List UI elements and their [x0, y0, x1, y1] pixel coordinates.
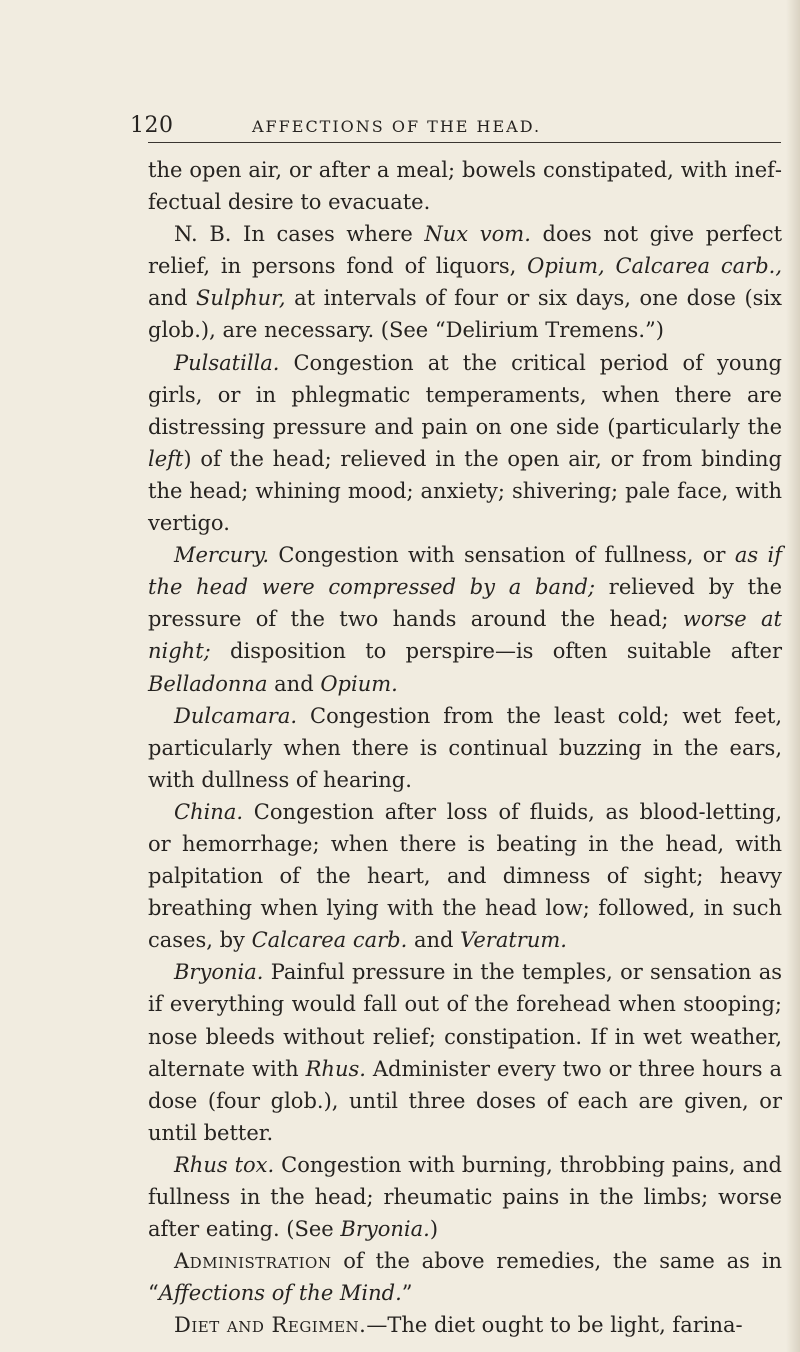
- text-run: ”: [401, 1281, 413, 1306]
- text-run: and: [148, 286, 197, 311]
- text-run: at intervals of four or six days, one dose (six glob.), are necessary. (See “Delirium Tremens.”): [148, 286, 782, 343]
- section-lead: Administration: [174, 1249, 332, 1274]
- paragraph-continuation: [148, 154, 782, 218]
- text-run: Congestion after loss of fluids, as blood-letting, or hemorrhage; when there is beating in the head, with palpitation of the heart, and dimness of sight; heavy breathing when lying with the head low; followed, in such cases, by: [148, 799, 782, 953]
- page-number: 120: [130, 113, 174, 138]
- remedy-name: Belladonna: [148, 671, 268, 696]
- text-run: —The diet ought to be light, farina-: [366, 1313, 743, 1338]
- header-rule: [148, 142, 781, 143]
- text-run: does not give perfect relief, in persons fond of liquors,: [148, 222, 783, 279]
- paragraph-nota-bene: [148, 218, 782, 346]
- paragraph-administration: [148, 1245, 782, 1309]
- remedy-name: Sulphur,: [196, 286, 286, 311]
- remedy-heading: Bryonia.: [174, 960, 264, 985]
- text-run: ) of the head; relieved in the open air, or from binding the head; whining mood; anxiety; shivering; pale face, with vertigo.: [148, 446, 782, 536]
- remedy-name: Veratrum.: [460, 928, 567, 953]
- remedy-heading: Rhus tox.: [174, 1152, 275, 1177]
- cross-reference: Affections of the Mind.: [158, 1281, 402, 1306]
- running-head: AFFECTIONS OF THE HEAD.: [252, 117, 542, 136]
- text-run: N. B. In cases where: [174, 222, 425, 247]
- body-text: [148, 154, 782, 1341]
- emphasis: left: [148, 446, 184, 471]
- text-run: of the above remedies, the same as in “: [148, 1249, 782, 1306]
- paragraph-dulcamara: [148, 700, 782, 796]
- text-run: and: [407, 928, 461, 953]
- text-run: the open air, or after a meal; bowels constipated, with ineffectual desire to evacuate.: [148, 158, 782, 215]
- remedy-heading: Pulsatilla.: [174, 350, 280, 375]
- emphasis: worse at night;: [148, 607, 782, 664]
- text-run: Congestion at the critical period of young girls, or in phlegmatic temperaments, when there are distressing pressure and pain on one side (particularly the: [148, 350, 782, 439]
- emphasis: as if the head were compressed by a band;: [148, 543, 782, 600]
- remedy-heading: Mercury.: [174, 543, 270, 568]
- text-run: Congestion with sensation of fullness, or: [269, 543, 735, 568]
- text-run: Administer every two or three hours a dose (four glob.), until three doses of each are given, or until better.: [148, 1056, 782, 1145]
- remedy-heading: Dulcamara.: [174, 703, 298, 728]
- remedy-name: Bryonia.: [340, 1217, 430, 1242]
- remedy-name: Opium, Calcarea carb.,: [527, 254, 782, 279]
- paragraph-china: [148, 796, 782, 956]
- paragraph-pulsatilla: [148, 347, 782, 540]
- remedy-heading: China.: [174, 799, 244, 824]
- paragraph-rhus-tox: [148, 1149, 782, 1245]
- text-run: relieved by the pressure of the two hands around the head;: [148, 575, 782, 632]
- text-run: disposition to perspire—is often suitable after: [210, 639, 782, 664]
- paragraph-bryonia: [148, 956, 782, 1149]
- remedy-name: Calcarea carb.: [251, 928, 408, 953]
- paragraph-diet: [148, 1309, 782, 1341]
- section-lead: Diet and Regimen.: [174, 1313, 367, 1338]
- text-run: Congestion from the least cold; wet feet, particularly when there is continual buzzing in the ears, with dullness of hearing.: [148, 703, 782, 792]
- remedy-name: Opium.: [320, 671, 398, 696]
- remedy-name: Nux vom.: [424, 222, 531, 247]
- text-run: ): [429, 1217, 439, 1242]
- text-run: Congestion with burning, throbbing pains, and fullness in the head; rheumatic pains in the limbs; worse after eating. (See: [148, 1152, 782, 1242]
- page-edge-shadow: [786, 0, 800, 1352]
- text-run: Painful pressure in the temples, or sensation as if everything would fall out of the forehead when stooping; nose bleeds without relief; constipation. If in wet weather, alternate with: [148, 960, 782, 1081]
- text-run: and: [267, 671, 321, 696]
- paragraph-mercury: [148, 539, 782, 699]
- remedy-name: Rhus.: [305, 1056, 366, 1081]
